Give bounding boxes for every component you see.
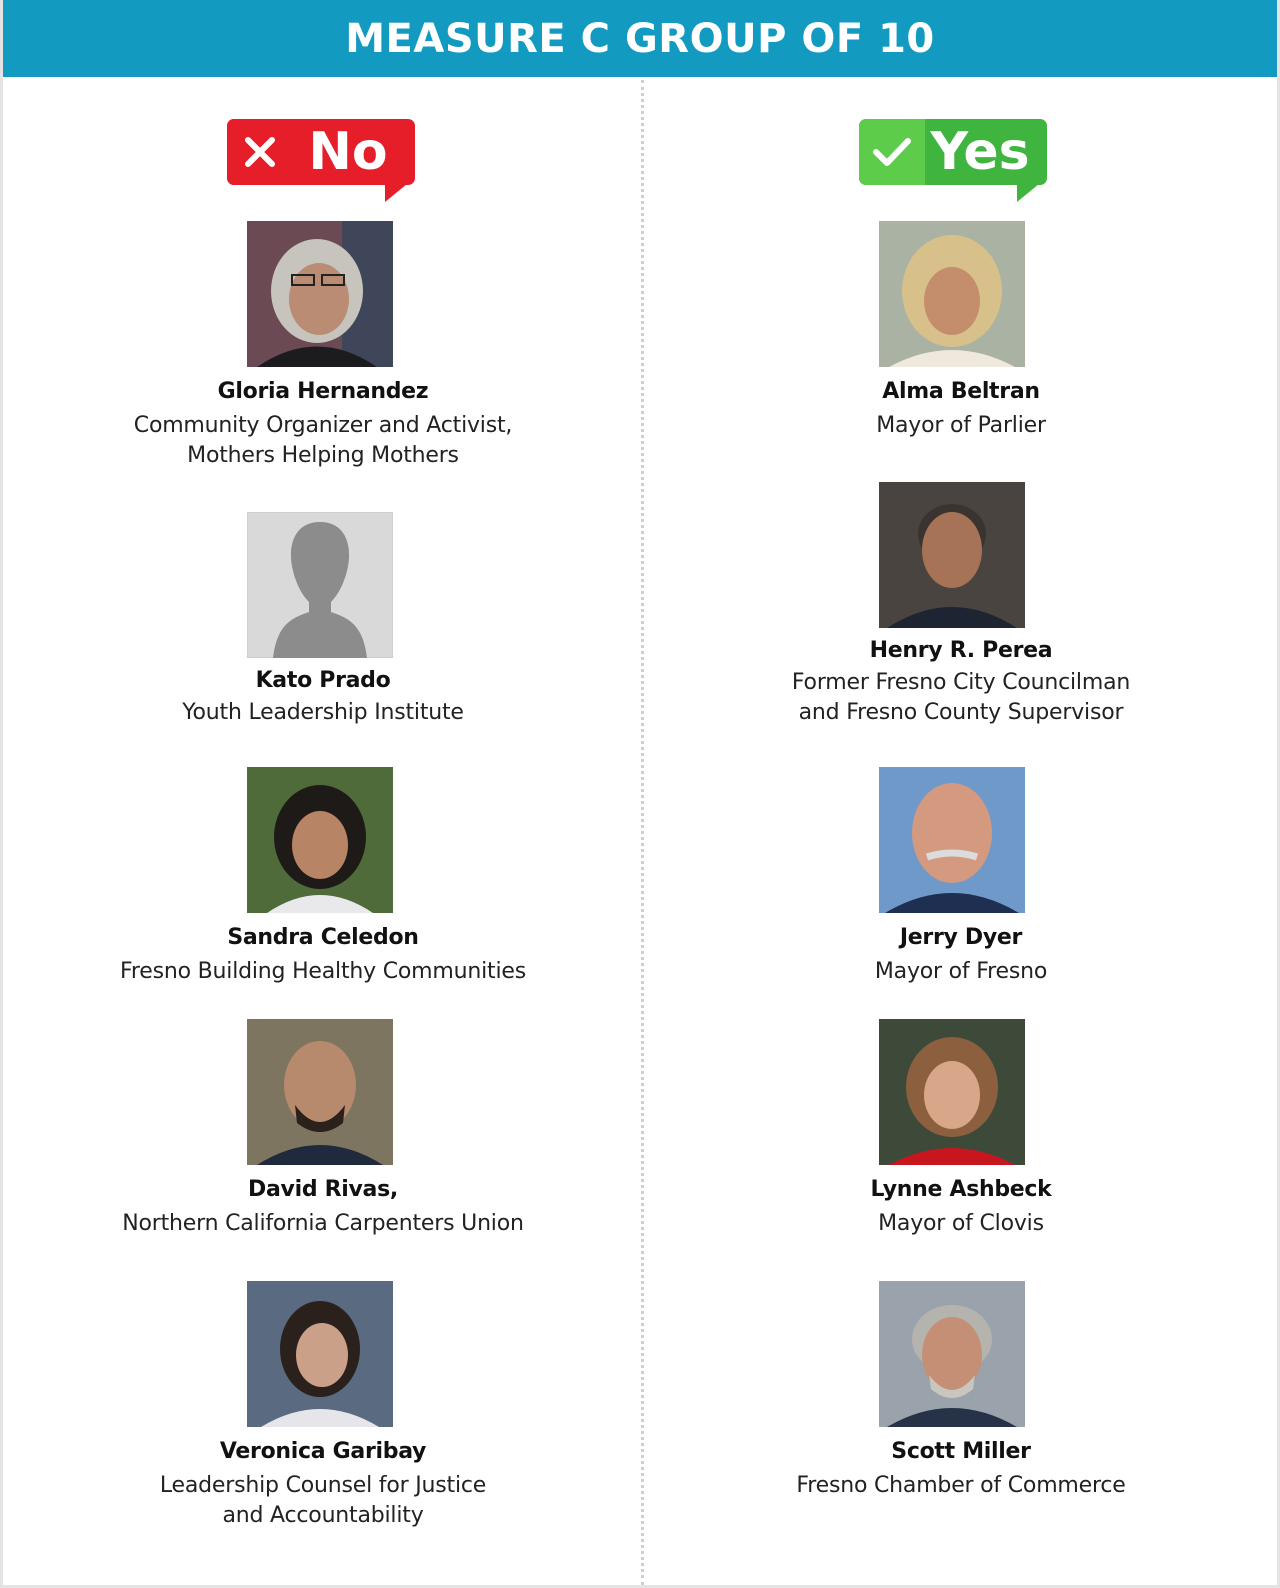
person-role-line: Fresno Building Healthy Communities <box>120 959 526 984</box>
person-role <box>3 698 643 728</box>
speech-tail <box>385 184 407 202</box>
person-name: Scott Miller <box>891 1439 1031 1464</box>
person-role-line: Mothers Helping Mothers <box>187 443 459 468</box>
person-role-line: Mayor of Fresno <box>874 959 1048 984</box>
person-role <box>641 1471 1280 1501</box>
person-role-line: Mayor of Clovis <box>878 1211 1044 1236</box>
person-name: Kato Prado <box>255 668 391 693</box>
person-name: Gloria Hernandez <box>217 379 429 404</box>
person-role-line: Mayor of Parlier <box>876 413 1046 438</box>
person-name: Henry R. Perea <box>869 638 1053 663</box>
person-role <box>641 668 1280 728</box>
person-role-line: Leadership Counsel for Justice <box>159 1473 487 1498</box>
placeholder-avatar-icon <box>247 512 393 658</box>
page-title: MEASURE C GROUP OF 10 <box>345 15 935 62</box>
yes-badge-label: Yes <box>930 122 1030 182</box>
person-name: Veronica Garibay <box>219 1439 427 1464</box>
person-role-line: Northern California Carpenters Union <box>122 1211 524 1236</box>
person-role <box>3 411 643 471</box>
portrait-photo <box>879 221 1025 367</box>
person-name: Alma Beltran <box>882 379 1040 404</box>
person-name: Sandra Celedon <box>227 925 419 950</box>
person-role-line: Fresno Chamber of Commerce <box>796 1473 1126 1498</box>
no-column <box>3 0 643 1585</box>
person-role-line: Community Organizer and Activist, <box>133 413 513 438</box>
person-name: Jerry Dyer <box>899 925 1023 950</box>
x-icon <box>227 119 293 185</box>
person-role <box>3 1209 643 1239</box>
no-badge <box>227 119 415 185</box>
person-role <box>641 411 1280 441</box>
portrait-photo <box>879 767 1025 913</box>
person-role <box>641 1209 1280 1239</box>
portrait-photo <box>879 482 1025 628</box>
person-role <box>3 957 643 987</box>
person-role <box>641 957 1280 987</box>
person-name: Lynne Ashbeck <box>870 1177 1052 1202</box>
portrait-photo <box>247 1019 393 1165</box>
portrait-photo <box>247 1281 393 1427</box>
person-role-line: and Fresno County Supervisor <box>798 700 1124 725</box>
person-role-line: Youth Leadership Institute <box>182 700 464 725</box>
portrait-photo <box>879 1019 1025 1165</box>
speech-tail <box>1017 184 1039 202</box>
person-name: David Rivas, <box>248 1177 398 1202</box>
person-role-line: Former Fresno City Councilman <box>791 670 1131 695</box>
yes-badge <box>859 119 1047 185</box>
portrait-photo <box>879 1281 1025 1427</box>
person-role-line: and Accountability <box>222 1503 424 1528</box>
no-badge-label: No <box>308 122 388 182</box>
yes-column <box>641 0 1280 1585</box>
portrait-photo <box>247 221 393 367</box>
person-role <box>3 1471 643 1531</box>
checkmark-icon <box>859 119 925 185</box>
portrait-photo <box>247 767 393 913</box>
